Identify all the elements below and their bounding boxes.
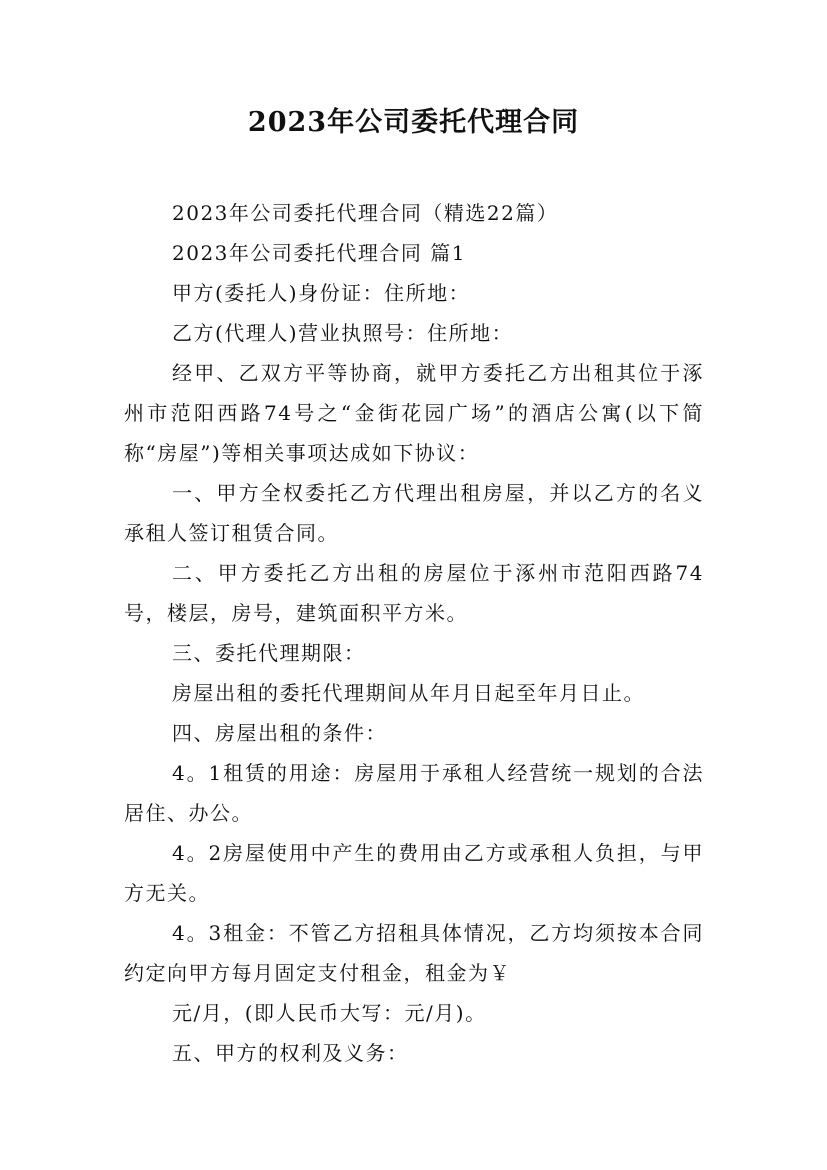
paragraph-clause-4-heading: 四、房屋出租的条件：: [172, 721, 387, 745]
paragraph-clause-4-2: 4。2房屋使用中产生的费用由乙方或承租人负担，与甲方无关。: [124, 841, 704, 905]
paragraph-party-a: 甲方(委托人)身份证：住所地：: [172, 281, 471, 305]
paragraph-clause-4-3: 4。3租金：不管乙方招租具体情况，乙方均须按本合同约定向甲方每月固定支付租金，租金为￥: [124, 921, 704, 985]
paragraph-rent-amount: 元/月，(即人民币大写：元/月)。: [172, 1001, 487, 1025]
paragraph-clause-1: 一、甲方全权委托乙方代理出租房屋，并以乙方的名义承租人签订租赁合同。: [124, 481, 704, 545]
paragraph-clause-4-1: 4。1租赁的用途：房屋用于承租人经营统一规划的合法居住、办公。: [124, 761, 704, 825]
paragraph-subtitle: 2023年公司委托代理合同（精选22篇）: [172, 201, 559, 225]
paragraph-clause-3-body: 房屋出租的委托代理期间从年月日起至年月日止。: [172, 681, 645, 705]
paragraph-clause-5-heading: 五、甲方的权利及义务：: [172, 1041, 409, 1065]
document-title: 2023年公司委托代理合同: [247, 107, 580, 138]
paragraph-clause-2: 二、甲方委托乙方出租的房屋位于涿州市范阳西路74号，楼层，房号，建筑面积平方米。: [124, 561, 704, 625]
paragraph-chapter-heading: 2023年公司委托代理合同 篇1: [172, 241, 466, 265]
paragraph-preamble: 经甲、乙双方平等协商，就甲方委托乙方出租其位于涿州市范阳西路74号之“金街花园广场”的酒店公寓(以下简称“房屋”)等相关事项达成如下协议：: [124, 361, 704, 465]
paragraph-party-b: 乙方(代理人)营业执照号：住所地：: [172, 321, 514, 345]
paragraph-clause-3-heading: 三、委托代理期限：: [172, 641, 366, 665]
document-body: [124, 193, 704, 1073]
